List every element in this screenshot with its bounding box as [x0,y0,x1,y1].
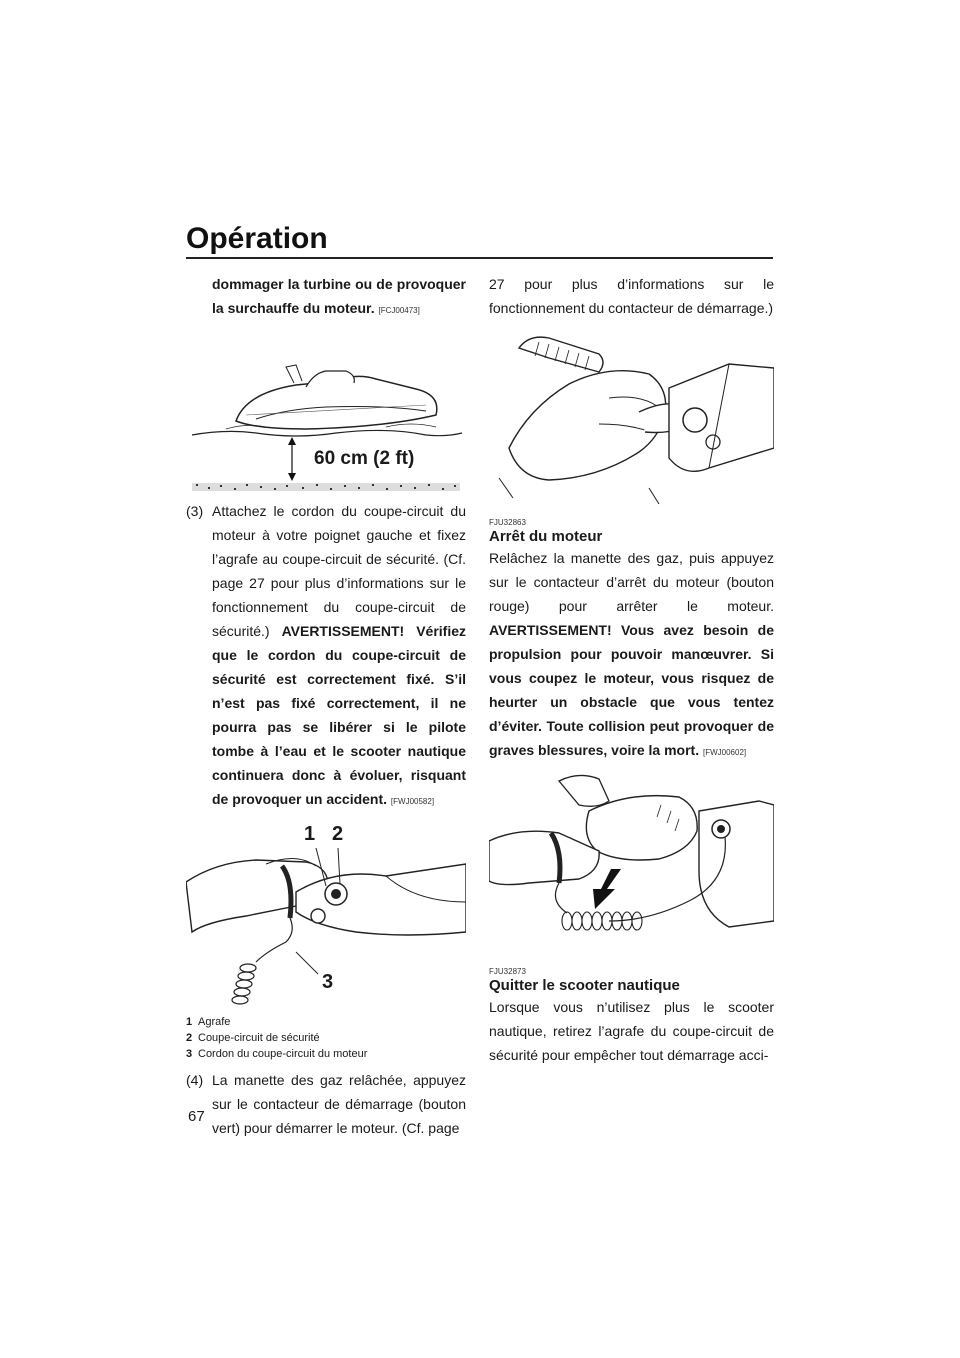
intro-ref: [FCJ00473] [378,306,420,315]
page-number: 67 [188,1108,205,1125]
step-3-number: (3) [186,503,204,519]
step-3-body [212,499,466,814]
legend-item [186,1046,466,1062]
right-column [489,272,774,1067]
legend-number: 3 [186,1048,193,1060]
step-3 [186,499,466,814]
step-3-ref: [FWJ00582] [390,797,435,806]
step-4 [186,1068,466,1140]
figure-legend [186,1014,466,1062]
figure-stop-button [489,771,774,959]
step-3-text: Attachez le cordon du coupe-circuit du moteur à votre poignet gauche et fixez l’agrafe au coupe-circuit de sécurité. (Cf. page 27 pour plus d’informations sur le fonctionnement du coupe-circuit de sécurité.) [212,503,466,639]
legend-text: Agrafe [198,1016,231,1028]
stop-engine-warning: AVERTISSEMENT! Vous avez besoin de propulsion pour pouvoir manœuvrer. Si vous coupez le moteur, vous risquez de heurter un obstacle que vous tentez d’éviter. Toute collision peut provoquer de graves blessures, voire la mort. [489,622,774,758]
stop-engine-ref: [FWJ00602] [703,748,747,757]
depth-label: 60 cm (2 ft) [314,448,415,469]
figure-watercraft-depth [186,323,466,493]
figure-lanyard-wrist [186,822,466,1010]
legend-item [186,1014,466,1030]
page-title: Opération [186,222,328,255]
left-column [186,272,466,1140]
stop-engine-paragraph [489,546,774,765]
section-heading-leave-watercraft: Quitter le scooter nautique [489,977,680,994]
section-heading-stop-engine: Arrêt du moteur [489,528,603,545]
leave-watercraft-text: Lorsque vous n’utilisez plus le scooter nautique, retirez l’agrafe du coupe-circuit de sécurité pour empêcher tout démarrage acci- [489,999,774,1063]
figure-start-button [489,328,774,506]
legend-text: Coupe-circuit de sécurité [198,1032,320,1044]
stop-engine-text: Relâchez la manette des gaz, puis appuyez sur le contacteur d’arrêt du moteur (bouton rouge) pour arrêter le moteur. [489,550,774,614]
stop-button-illustration [489,771,774,959]
legend-item [186,1030,466,1046]
intro-paragraph [186,272,466,323]
step-3-warning: AVERTISSEMENT! Vérifiez que le cordon du coupe-circuit de sécurité est correctement fixé. S’il n’est pas fixé correctement, il ne pourra pas se libérer si le pilote tombe à l’eau et le scooter nautique continuera donc à évoluer, risquant de provoquer un accident. [212,623,467,807]
intro-text: dommager la turbine ou de provoquer la surchauffe du moteur. [212,276,466,316]
callout-3: 3 [322,971,334,993]
legend-number: 2 [186,1032,193,1044]
callout-2: 2 [332,823,344,845]
start-button-illustration [489,328,774,506]
callout-1: 1 [304,823,316,845]
continued-text: 27 pour plus d’informations sur le fonctionnement du contacteur de démarrage.) [489,276,774,316]
step-4-text: La manette des gaz relâchée, appuyez sur le contacteur de démarrage (bouton vert) pour démarrer le moteur. (Cf. page [212,1072,466,1136]
legend-text: Cordon du coupe-circuit du moteur [198,1048,368,1060]
step-4-number: (4) [186,1072,204,1088]
legend-number: 1 [186,1016,193,1028]
section-code: FJU32873 [489,967,526,976]
section-code: FJU32863 [489,518,526,527]
title-rule [186,257,773,259]
